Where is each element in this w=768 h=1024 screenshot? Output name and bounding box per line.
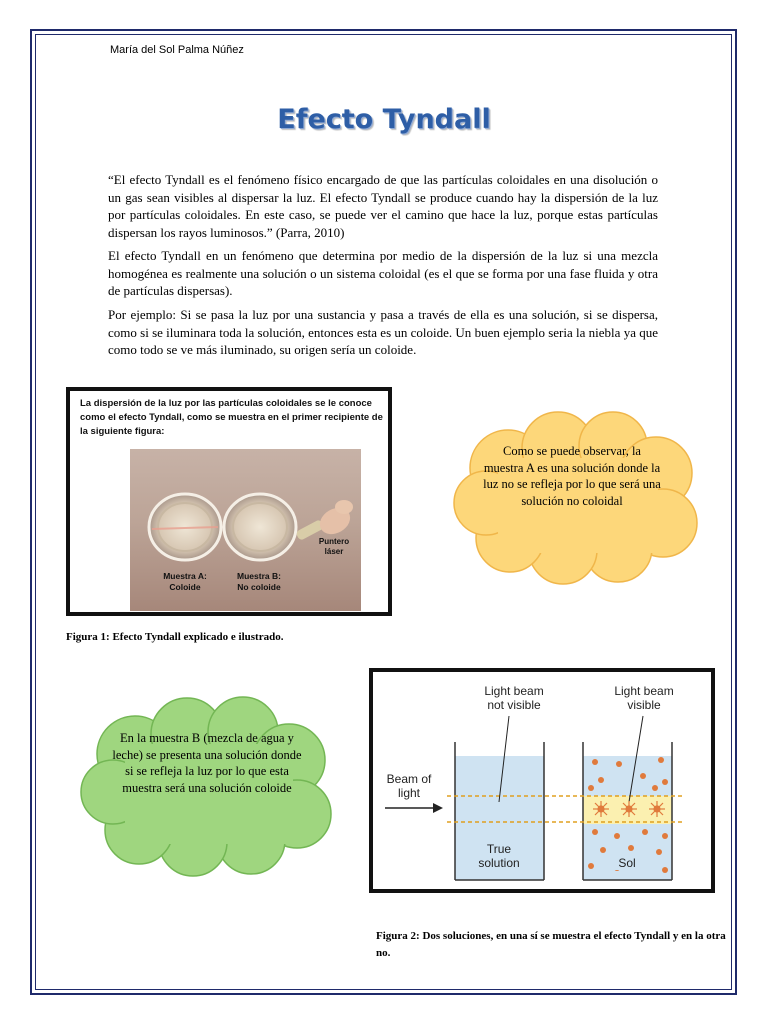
label-muestra-a: Muestra A: Coloide — [163, 571, 207, 592]
paragraph-definition: El efecto Tyndall en un fenómeno que determina por medio de la dispersión de la luz si una mezcla homogénea es realmente una solución o un sistema coloidal (es el que se forma por una fase fluida y otra de partículas dispersas). — [108, 248, 658, 298]
page-title: Efecto Tyndall — [277, 104, 491, 135]
label-muestra-b: Muestra B: No coloide — [237, 571, 281, 592]
paragraph-example: Por ejemplo: Si se pasa la luz por una sustancia y pasa a través de ella es una solución, si se dispersa, como si se iluminara toda la solución, entonces esta es un coloide. Un buen ejemplo seria la niebla ya que como todo se ve más iluminado, su origen sería un coloide. — [108, 307, 658, 357]
label-light-not-visible: Light beam not visible — [484, 684, 544, 712]
paragraph-quote: “El efecto Tyndall es el fenómeno físico encargado de que las partículas coloidales en una disolución o un gas sean visibles al dispersar la luz. El efecto Tyndall se produce cuando hay la dispersión de la luz por partículas coloidales. En este caso, se puede ver el camino que hace la luz, porque estas partículas dispersan los rayos luminosos.” (Parra, 2010) — [108, 172, 658, 240]
figure-1-text: La dispersión de la luz por las partículas coloidales se le conoce como el efecto Tyndall, como se muestra en el primer recipiente de la siguiente figura: — [80, 398, 383, 437]
cloud-1-text: Como se puede observar, la muestra A es una solución donde la luz no se refleja por lo que será una solución no coloidal — [483, 444, 661, 508]
label-true-solution: True solution — [478, 842, 520, 870]
figure-2 — [369, 668, 715, 893]
label-light-visible: Light beam visible — [614, 684, 674, 712]
label-sol: Sol — [595, 856, 659, 870]
label-beam-of-light: Beam of light — [386, 772, 432, 800]
label-puntero-laser: Puntero láser — [318, 537, 350, 556]
figure-1-photo — [130, 449, 361, 611]
author-name: María del Sol Palma Núñez — [110, 44, 244, 56]
figure-1-caption: Figura 1: Efecto Tyndall explicado e ilustrado. — [66, 631, 284, 643]
cloud-2-text: En la muestra B (mezcla de agua y leche) se presenta una solución donde si se refleja la luz por lo que esta muestra será una solución coloide — [112, 731, 302, 795]
figure-1 — [66, 387, 392, 616]
figure-2-caption: Figura 2: Dos soluciones, en una sí se muestra el efecto Tyndall y en la otra no. — [376, 930, 726, 959]
